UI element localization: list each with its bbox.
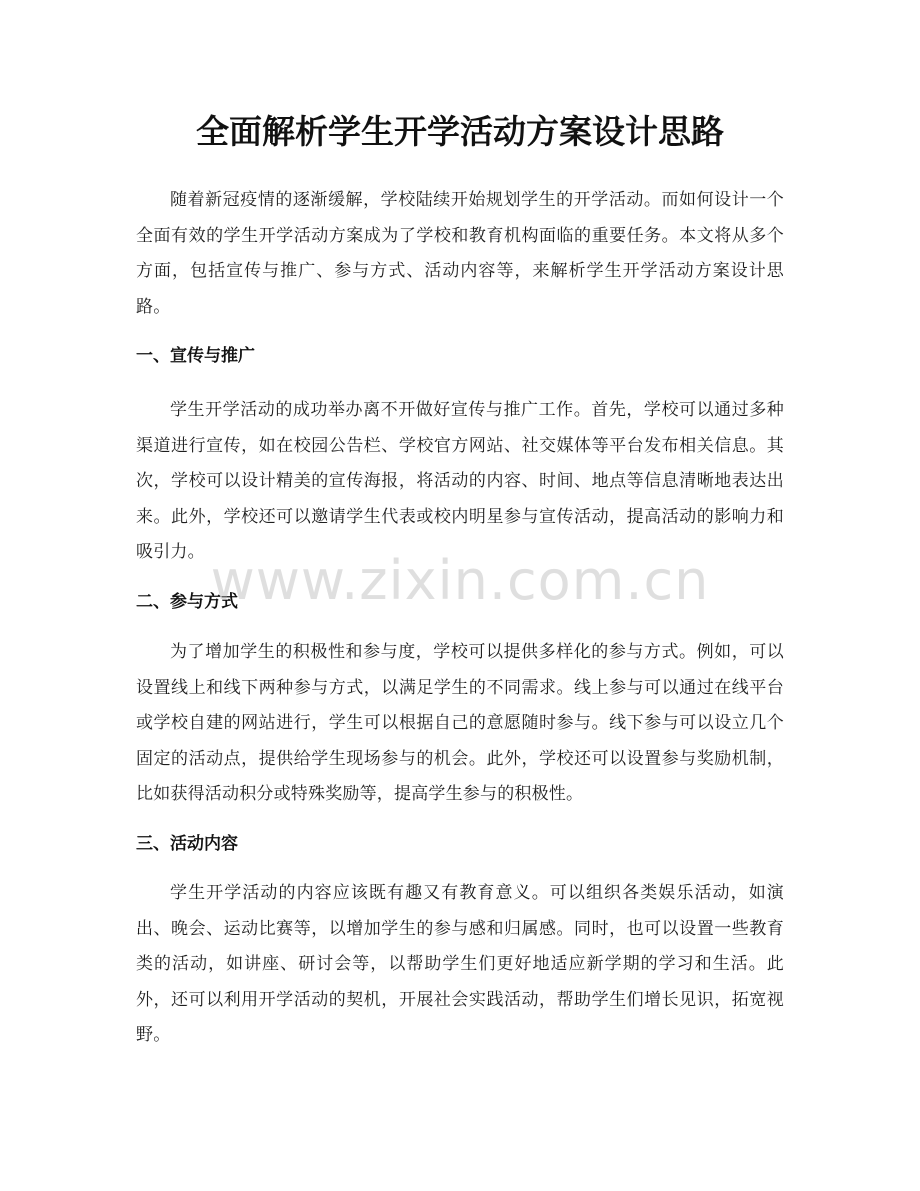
document-title: 全面解析学生开学活动方案设计思路 xyxy=(196,112,724,151)
intro-paragraph: 随着新冠疫情的逐渐缓解，学校陆续开始规划学生的开学活动。而如何设计一个全面有效的学生开学活动方案成为了学校和教育机构面临的重要任务。本文将从多个方面，包括宣传与推广、参与方式、活动内容等，来解析学生开学活动方案设计思路。 xyxy=(136,190,784,317)
watermark: www.zixin.com.cn xyxy=(210,549,710,612)
section-heading-participation: 二、参与方式 xyxy=(136,592,238,612)
section-heading-content: 三、活动内容 xyxy=(136,834,238,854)
section-body-participation: 为了增加学生的积极性和参与度，学校可以提供多样化的参与方式。例如，可以设置线上和线下两种参与方式，以满足学生的不同需求。线上参与可以通过在线平台或学校自建的网站进行，学生可以根据自己的意愿随时参与。线下参与可以设立几个固定的活动点，提供给学生现场参与的机会。此外，学校还可以设置参与奖励机制，比如获得活动积分或特殊奖励等，提高学生参与的积极性。 xyxy=(136,642,784,804)
section-heading-publicity: 一、宣传与推广 xyxy=(136,346,255,366)
section-body-publicity: 学生开学活动的成功举办离不开做好宣传与推广工作。首先，学校可以通过多种渠道进行宣传，如在校园公告栏、学校官方网站、社交媒体等平台发布相关信息。其次，学校可以设计精美的宣传海报，将活动的内容、时间、地点等信息清晰地表达出来。此外，学校还可以邀请学生代表或校内明星参与宣传活动，提高活动的影响力和吸引力。 xyxy=(136,400,784,562)
section-body-content: 学生开学活动的内容应该既有趣又有教育意义。可以组织各类娱乐活动，如演出、晚会、运动比赛等，以增加学生的参与感和归属感。同时，也可以设置一些教育类的活动，如讲座、研讨会等，以帮助学生们更好地适应新学期的学习和生活。此外，还可以利用开学活动的契机，开展社会实践活动，帮助学生们增长见识，拓宽视野。 xyxy=(136,883,784,1045)
